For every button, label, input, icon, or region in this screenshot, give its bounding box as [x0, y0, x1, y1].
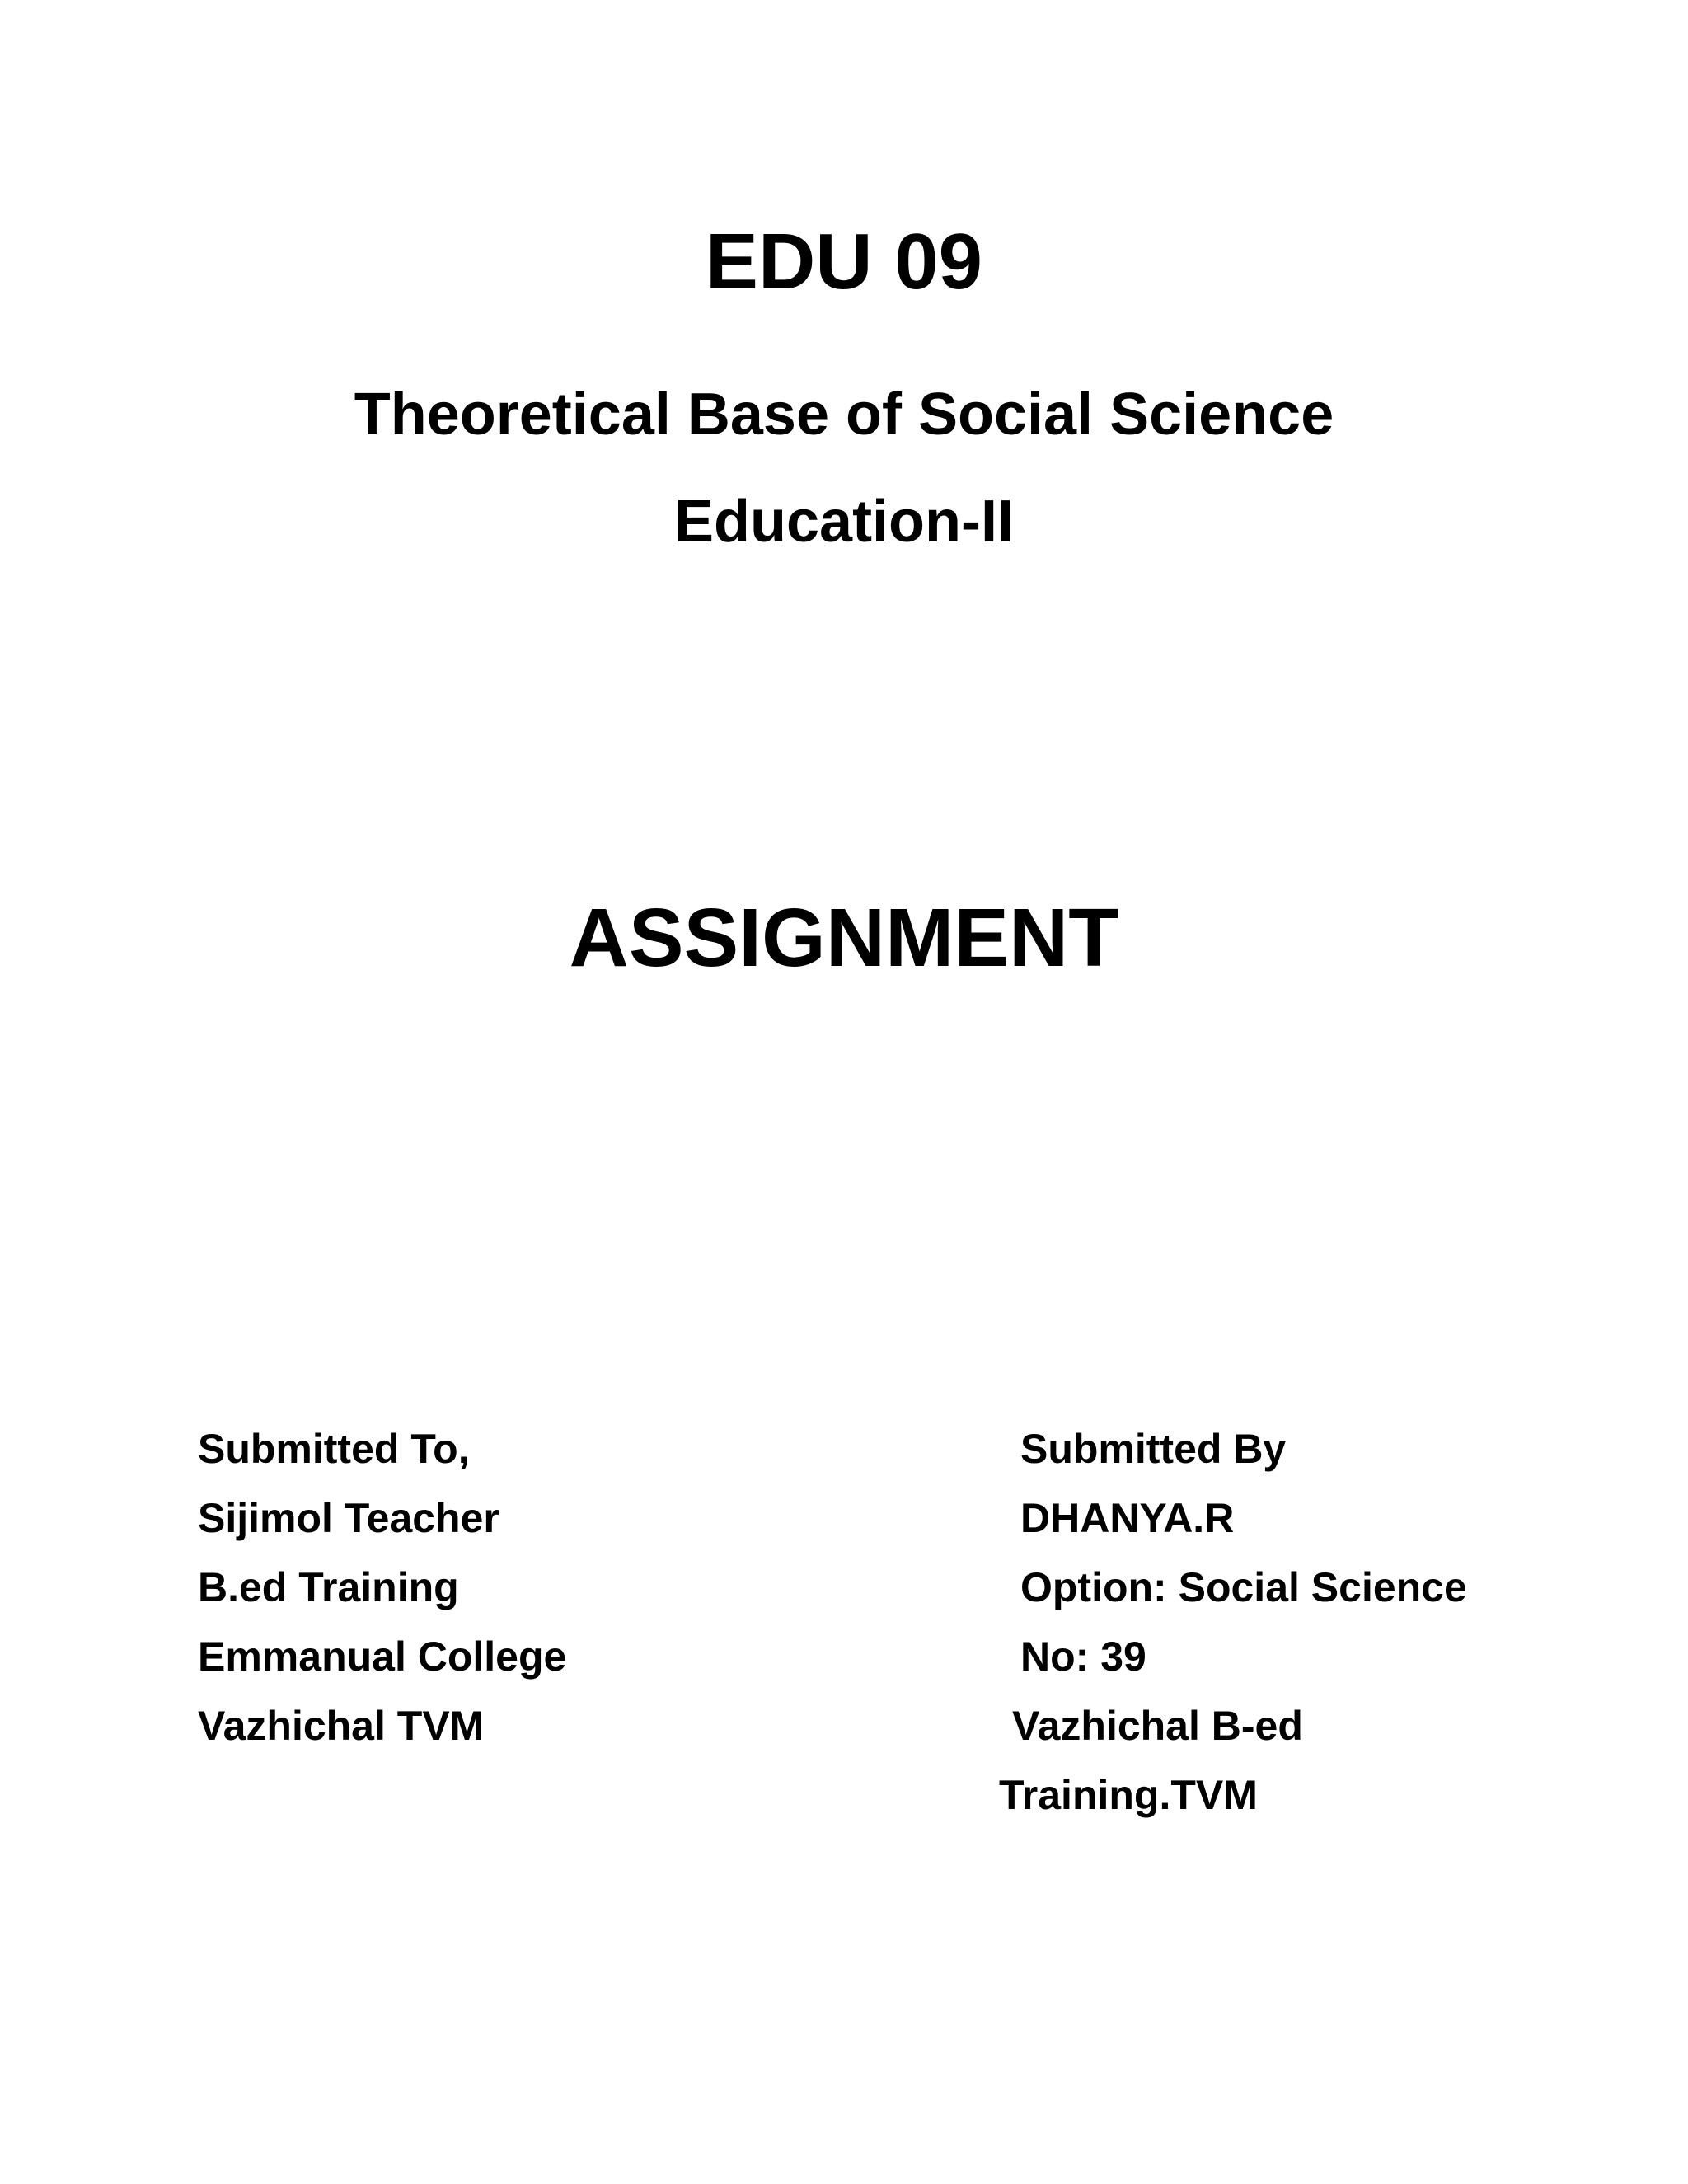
- submitted-by-line: Vazhichal B-ed: [1012, 1703, 1303, 1749]
- submitted-by-line: DHANYA.R: [1020, 1495, 1235, 1541]
- submitted-by-line: Training.TVM: [999, 1772, 1258, 1818]
- submitted-to-line: B.ed Training: [198, 1564, 459, 1610]
- course-code: EDU 09: [705, 218, 983, 306]
- submitted-to-line: Emmanual College: [198, 1633, 567, 1680]
- submitted-to-heading: Submitted To,: [198, 1426, 470, 1472]
- submitted-to-line: Vazhichal TVM: [198, 1703, 485, 1749]
- submitted-to-line: Sijimol Teacher: [198, 1495, 499, 1541]
- submitted-to-block: [198, 1414, 566, 1760]
- submitted-by-block: [999, 1414, 1467, 1830]
- submitted-by-heading: Submitted By: [1020, 1426, 1287, 1472]
- submitted-by-line: No: 39: [1020, 1633, 1146, 1680]
- course-title-line-1: Theoretical Base of Social Science: [354, 382, 1334, 448]
- submitted-by-line: Option: Social Science: [1020, 1564, 1467, 1610]
- course-title-line-2: Education-II: [674, 489, 1014, 555]
- document-type-heading: ASSIGNMENT: [569, 892, 1119, 984]
